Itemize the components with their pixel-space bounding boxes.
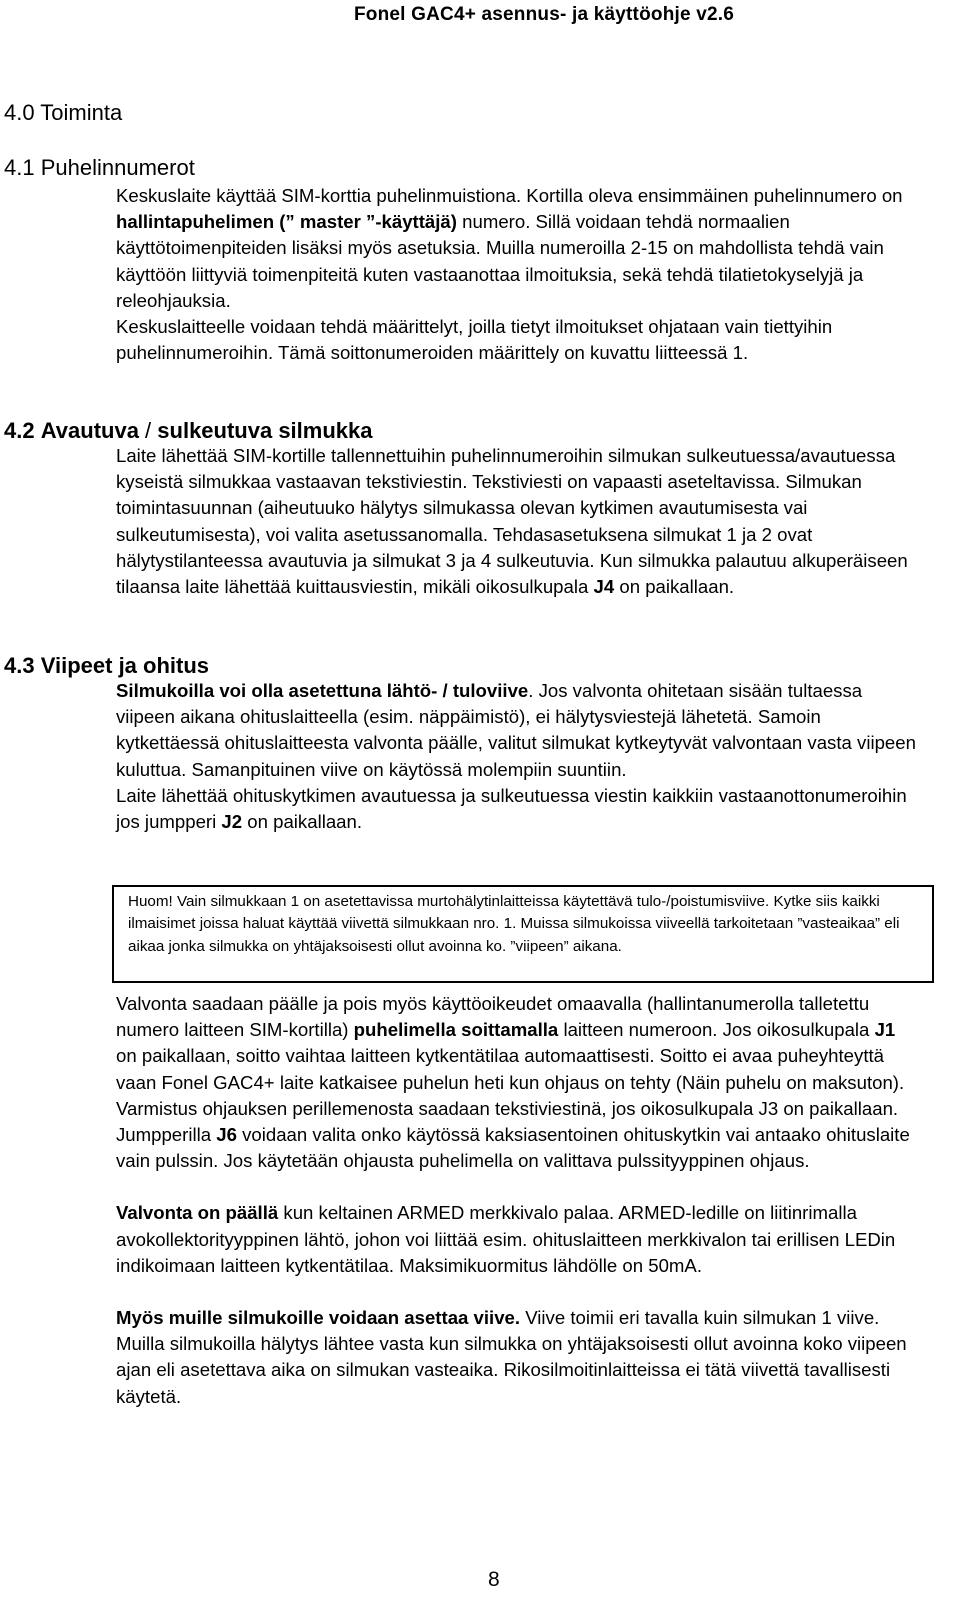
section-4-3-body [116,678,916,835]
section-4-3-heading [4,653,209,679]
paragraph [116,991,916,1174]
section-4-1-body [116,183,916,366]
bold-text: Valvonta on päällä [116,1202,279,1224]
valvonta-section [116,991,916,1410]
section-number: 4.2 [4,418,35,443]
section-4-2-heading [4,418,373,444]
section-4-1-heading [4,155,195,181]
paragraph [116,1305,916,1410]
bold-text: J4 [593,576,615,598]
section-title: Puhelinnumerot [40,155,195,180]
text: Laite lähettää SIM-kortille tallennettuihin puhelinnumeroihin silmukan sulkeutuessa/avautuessa kyseistä silmukkaa vastaavan tekstiviestin. Tekstiviesti on vapaasti aseteltavissa. Silmukan toimintasuunnan (aiheutuuko hälytys silmukassa olevan kytkimen avautumisesta vai sulkeutumisesta), voi valita asetussanomalla. Tehdasasetuksena silmukat 1 ja 2 ovat hälytystilanteessa avautuvia ja silmukat 3 ja 4 sulkeutuvia. Kun silmukka palautuu alkuperäiseen tilaansa laite lähettää kuittausviestin, mikäli oikosulkupala [116,445,908,598]
text: on paikallaan, soitto vaihtaa laitteen kytkentätilaa automaattisesti. Soitto ei avaa puheyhteyttä vaan Fonel GAC4+ laite katkaisee puhelun heti kun ohjaus on tehty (Näin puhelu on maksuton). Varmistus ohjauksen perillemenosta saadaan tekstiviestinä, jos oikosulkupala J3 on paikallaan. Jumpperilla [116,1045,905,1146]
text: Valvonta saadaan päälle ja pois myös käyttöoikeudet omaavalla (hallintanumerolla talletettu numero laitteen SIM-kortilla) [116,993,870,1041]
bold-text: hallintapuhelimen (” master ”-käyttäjä) [116,211,457,233]
bold-text: J6 [216,1124,237,1146]
text: Laite lähettää ohituskytkimen avautuessa ja sulkeutuessa viestin kaikkiin vastaanottonumeroihin jos jumpperi [116,784,907,833]
bold-text: Myös muille silmukoille voidaan asettaa viive. [116,1307,521,1329]
bold-text: J2 [221,811,243,833]
paragraph [116,783,916,835]
section-4-0-heading: 4.0 Toiminta [4,100,123,125]
paragraph [116,678,916,783]
text: Keskuslaite käyttää SIM-korttia puhelinmuistiona. Kortilla oleva ensimmäinen puhelinnumero on [116,185,903,206]
bold-text: J1 [874,1019,896,1041]
section-number: 4.3 [4,653,35,678]
section-4-2-body [116,443,916,600]
text: laitteen numeroon. Jos oikosulkupala [558,1019,875,1041]
bold-text: puhelimella soittamalla [353,1019,559,1041]
paragraph [116,443,916,600]
text: voidaan valita onko käytössä kaksiasentoinen ohituskytkin vai antaako ohituslaite vain pulssin. Jos käytetään ohjausta puhelimella on valittava pulssityyppinen ohjaus. [116,1124,910,1172]
section-title: Avautuva [40,418,139,443]
note-box [112,885,934,983]
bold-text: Silmukoilla voi olla asetettuna lähtö- / tuloviive [116,680,529,701]
text: on paikallaan. [242,811,363,833]
note-text: Huom! Vain silmukkaan 1 on asetettavissa murtohälytinlaitteissa käytettävä tulo-/poistumisviive. Kytke siis kaikki ilmaisimet joissa haluat käyttää viivettä silmukkaan nro. 1. Muissa silmukoissa viiveellä tarkoitetaan ”vasteaikaa” eli aikaa jonka silmukka on yhtäjaksoisesti ollut avoinna ko. ”viipeen” aikana. [128,893,900,955]
page-number: 8 [488,1568,500,1591]
paragraph [116,1200,916,1279]
text: kun keltainen ARMED merkkivalo palaa. ARMED-ledille on liitinrimalla avokollektorityyppinen lähtö, johon voi liittää esim. ohituslaitteen merkkivalon tai erillisen LEDin indikoimaan laitteen kytkentätilaa. Maksimikuormitus lähdölle on 50mA. [116,1202,896,1276]
section-title: Viipeet ja ohitus [40,653,210,678]
title-separator: / [138,418,158,443]
text: numero. Sillä voidaan tehdä normaalien käyttötoimenpiteiden lisäksi myös asetuksia. Muilla numeroilla 2-15 on mahdollista tehdä vain käyttöön liittyviä toimenpiteitä kuten vastaanottaa ilmoituksia, sekä tehdä tilatietokyselyjä ja releohjauksia. [116,211,884,311]
text: . Jos valvonta ohitetaan sisään tultaessa viipeen aikana ohituslaitteella (esim. näppäimistö), ei hälytysviestejä lähetetä. Samoin kytkettäessä ohituslaitteesta valvonta päälle, valitut silmukat kytkeytyvät valvontaan vasta viipeen kuluttua. Samanpituinen viive on käytössä molempiin suuntiin. [116,680,916,780]
paragraph: Keskuslaitteelle voidaan tehdä määrittelyt, joilla tietyt ilmoitukset ohjataan vain tiettyihin puhelinnumeroihin. Tämä soittonumeroiden määrittely on kuvattu liitteessä 1. [116,316,833,364]
document-header: Fonel GAC4+ asennus- ja käyttöohje v2.6 [354,4,734,25]
section-number: 4.1 [4,155,35,180]
text: Viive toimii eri tavalla kuin silmukan 1 viive. Muilla silmukoilla hälytys lähtee vasta kun silmukka on yhtäjaksoisesti ollut avoinna koko viipeen ajan eli asetettava aika on silmukan vasteaika. Rikosilmoitinlaitteissa ei tätä viivettä tavallisesti käytetä. [116,1307,907,1407]
text: on paikallaan. [614,576,735,598]
paragraph [116,183,916,314]
section-title-2: sulkeutuva silmukka [157,418,373,443]
